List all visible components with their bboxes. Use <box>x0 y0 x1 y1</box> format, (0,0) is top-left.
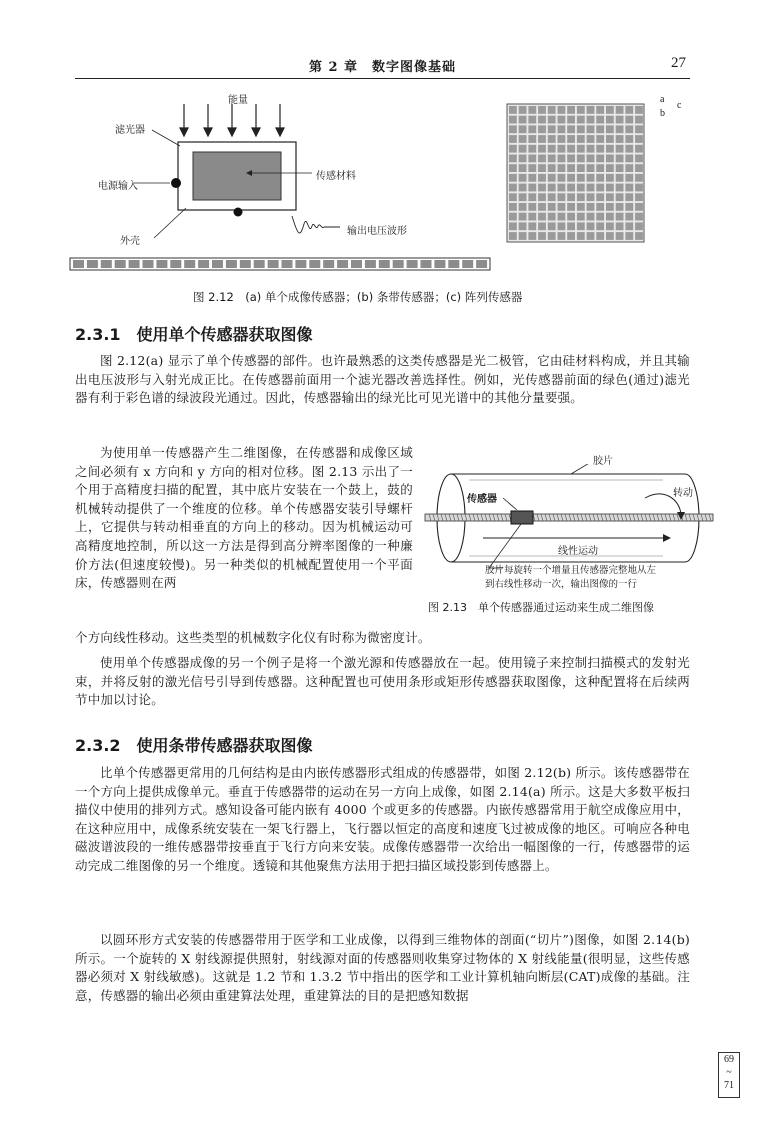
line-sensor-cell <box>184 260 195 268</box>
array-sensor-cell <box>616 135 624 143</box>
array-sensor-cell <box>606 203 614 211</box>
line-sensor-cell <box>198 260 209 268</box>
array-sensor-cell <box>567 116 575 124</box>
array-sensor-cell <box>625 135 633 143</box>
array-sensor-cell <box>596 164 604 172</box>
array-sensor-cell <box>587 125 595 133</box>
array-sensor-cell <box>606 193 614 201</box>
array-sensor-cell <box>519 125 527 133</box>
array-sensor-cell <box>548 174 556 182</box>
margin-ref-mid: ~ <box>726 1067 732 1078</box>
array-sensor-cell <box>538 203 546 211</box>
array-sensor-cell <box>567 213 575 221</box>
array-sensor-cell <box>625 145 633 153</box>
label-film: 胶片 <box>593 456 613 467</box>
array-sensor-cell <box>558 116 566 124</box>
array-sensor-cell <box>577 193 585 201</box>
array-sensor-cell <box>587 213 595 221</box>
line-sensor-cell <box>129 260 140 268</box>
array-sensor-cell <box>558 222 566 230</box>
line-sensor-cell <box>434 260 445 268</box>
array-sensor-cell <box>635 232 643 240</box>
array-sensor-cell <box>548 116 556 124</box>
array-sensor-cell <box>558 164 566 172</box>
label-output-waveform: 输出电压波形 <box>347 226 407 237</box>
array-sensor-cell <box>528 203 536 211</box>
array-sensor-cell <box>616 125 624 133</box>
array-sensor-cell <box>625 184 633 192</box>
array-sensor-cell <box>616 164 624 172</box>
array-sensor-cell <box>577 145 585 153</box>
array-sensor-cell <box>606 125 614 133</box>
array-sensor-cell <box>596 213 604 221</box>
array-sensor-cell <box>635 184 643 192</box>
array-sensor-cell <box>616 106 624 114</box>
array-sensor-cell <box>606 222 614 230</box>
array-sensor-cell <box>558 193 566 201</box>
array-sensor-cell <box>558 125 566 133</box>
array-sensor-cell <box>538 222 546 230</box>
array-sensor-cell <box>606 213 614 221</box>
array-sensor-cell <box>587 222 595 230</box>
line-sensor-cell <box>254 260 265 268</box>
array-sensor-cell <box>519 213 527 221</box>
label-sensor: 传感器 <box>467 494 497 505</box>
sensing-material <box>193 152 281 200</box>
line-sensor-cell <box>351 260 362 268</box>
array-sensor-cell <box>577 125 585 133</box>
array-sensor-cell <box>567 203 575 211</box>
section-2-3-1-para1: 图 2.12(a) 显示了单个传感器的部件。也许最熟悉的这类传感器是光二极管，它由硅材料构成，并且其输出电压波形与入射光成正比。在传感器前面用一个滤光器改善选择性。例如，光传感器前面的绿色(通过)滤光器有利于彩色谱的绿波段光通过。因此，传感器输出的绿光比可见光谱中的其他分量要强。 <box>75 353 690 406</box>
line-sensor-cell <box>295 260 306 268</box>
array-sensor-cell <box>548 213 556 221</box>
array-sensor-cell <box>519 164 527 172</box>
array-sensor-cell <box>558 145 566 153</box>
running-header <box>75 54 690 79</box>
array-sensor-cell <box>587 116 595 124</box>
figure-2-13-caption: 图 2.13 单个传感器通过运动来生成二维图像 <box>428 601 654 614</box>
line-sensor-cell <box>476 260 487 268</box>
array-sensor-cell <box>635 213 643 221</box>
array-sensor-cell <box>558 213 566 221</box>
line-sensor-cell <box>379 260 390 268</box>
array-sensor-cell <box>635 145 643 153</box>
margin-ref-bottom: 71 <box>724 1080 734 1091</box>
page-number: 27 <box>671 55 686 71</box>
array-sensor-cell <box>528 106 536 114</box>
array-sensor-cell <box>528 232 536 240</box>
array-sensor-cell <box>596 184 604 192</box>
margin-ref-top: 69 <box>724 1054 734 1065</box>
array-sensor-cell <box>509 164 517 172</box>
array-sensor-cell <box>538 125 546 133</box>
label-housing: 外壳 <box>120 236 140 247</box>
array-sensor-cell <box>577 203 585 211</box>
array-sensor-cell <box>625 222 633 230</box>
array-sensor-cell <box>538 155 546 163</box>
line-sensor-cell <box>226 260 237 268</box>
label-a: a <box>660 94 665 105</box>
label-sensing-material: 传感材料 <box>316 171 356 182</box>
array-sensor-cell <box>519 135 527 143</box>
array-sensor-cell <box>587 203 595 211</box>
array-sensor-cell <box>538 193 546 201</box>
array-sensor-cell <box>625 174 633 182</box>
array-sensor-cell <box>606 174 614 182</box>
array-sensor-cell <box>616 203 624 211</box>
array-sensor-cell <box>635 164 643 172</box>
figure-2-13 <box>423 456 719 619</box>
array-sensor-cell <box>596 116 604 124</box>
array-sensor-cell <box>538 213 546 221</box>
line-sensor-cell <box>268 260 279 268</box>
array-sensor-cell <box>577 174 585 182</box>
array-sensor-cell <box>528 213 536 221</box>
label-c: c <box>677 100 682 111</box>
array-sensor-cell <box>538 145 546 153</box>
array-sensor-cell <box>519 193 527 201</box>
array-sensor-cell <box>587 184 595 192</box>
array-sensor-cell <box>528 145 536 153</box>
figure-2-12 <box>60 86 700 306</box>
label-rotation: 转动 <box>673 488 693 499</box>
array-sensor-cell <box>635 193 643 201</box>
array-sensor-cell <box>548 222 556 230</box>
line-sensor-cell <box>323 260 334 268</box>
label-b: b <box>660 108 665 119</box>
line-sensor-cell <box>448 260 459 268</box>
line-sensor-cell <box>143 260 154 268</box>
line-sensor-cell <box>240 260 251 268</box>
array-sensor-cell <box>509 106 517 114</box>
array-sensor-cell <box>509 203 517 211</box>
array-sensor-cell <box>519 116 527 124</box>
array-sensor-cell <box>567 135 575 143</box>
label-linear-motion: 线性运动 <box>558 546 598 557</box>
array-sensor-cell <box>509 174 517 182</box>
label-filter: 滤光器 <box>115 125 145 136</box>
array-sensor-cell <box>606 164 614 172</box>
array-sensor-cell <box>567 145 575 153</box>
array-sensor-cell <box>606 155 614 163</box>
array-sensor-cell <box>528 164 536 172</box>
array-sensor-cell <box>606 135 614 143</box>
line-sensor-cell <box>282 260 293 268</box>
array-sensor-cell <box>567 184 575 192</box>
array-sensor-cell <box>509 222 517 230</box>
array-sensor-cell <box>548 106 556 114</box>
section-2-3-1-para2-end: 个方向线性移动。这些类型的机械数字化仪有时称为微密度计。 <box>75 630 431 645</box>
array-sensor-cell <box>528 155 536 163</box>
line-sensor-cell <box>170 260 181 268</box>
section-2-3-2-heading: 2.3.2 使用条带传感器获取图像 <box>75 736 313 755</box>
array-sensor-cell <box>606 145 614 153</box>
array-sensor-cell <box>635 135 643 143</box>
chapter-title: 第 2 章 数字图像基础 <box>308 60 457 75</box>
array-sensor-cell <box>577 155 585 163</box>
array-sensor-cell <box>509 184 517 192</box>
array-sensor-cell <box>538 106 546 114</box>
array-sensor-cell <box>616 155 624 163</box>
array-sensor-cell <box>577 116 585 124</box>
array-sensor-cell <box>635 116 643 124</box>
array-sensor-cell <box>596 174 604 182</box>
array-sensor-cell <box>558 135 566 143</box>
array-sensor-cell <box>616 174 624 182</box>
array-sensor-cell <box>635 203 643 211</box>
array-sensor-cell <box>548 155 556 163</box>
array-sensor-cell <box>528 193 536 201</box>
array-sensor-cell <box>519 145 527 153</box>
array-sensor-cell <box>625 125 633 133</box>
line-sensor-cell <box>101 260 112 268</box>
label-energy: 能量 <box>228 95 248 106</box>
array-sensor <box>507 104 644 242</box>
array-sensor-cell <box>509 232 517 240</box>
array-sensor-cell <box>587 145 595 153</box>
array-sensor-cell <box>567 164 575 172</box>
array-sensor-cell <box>606 116 614 124</box>
line-sensor-cell <box>309 260 320 268</box>
array-sensor-cell <box>548 164 556 172</box>
array-sensor-cell <box>616 145 624 153</box>
array-sensor-cell <box>509 213 517 221</box>
array-sensor-cell <box>538 174 546 182</box>
array-sensor-cell <box>616 232 624 240</box>
array-sensor-cell <box>538 116 546 124</box>
array-sensor-cell <box>567 125 575 133</box>
array-sensor-cell <box>616 193 624 201</box>
array-sensor-cell <box>587 155 595 163</box>
section-2-3-2-para2: 以圆环形方式安装的传感器带用于医学和工业成像，以得到三维物体的剖面(“切片”)图像，如图 2.14(b) 所示。一个旋转的 X 射线源提供照射，射线源对面的传感器则收集穿过物体的 X 射线能量(很明显，这些传感器必须对 X 射线敏感)。这就是 1.2 节和 1.3.2 节中指出的医学和工业计算机轴向断层(CAT)成像的基础。注意，传感器的输出必须由重建算法处理，重建算法的目的是把感知数据 <box>75 932 690 1003</box>
array-sensor-cell <box>548 193 556 201</box>
array-sensor-cell <box>509 116 517 124</box>
array-sensor-cell <box>606 106 614 114</box>
array-sensor-cell <box>548 125 556 133</box>
array-sensor-cell <box>587 164 595 172</box>
figure-2-12-drawing <box>60 86 700 291</box>
array-sensor-cell <box>519 106 527 114</box>
array-sensor-cell <box>567 106 575 114</box>
array-sensor-cell <box>528 184 536 192</box>
array-sensor-cell <box>509 155 517 163</box>
array-sensor-cell <box>616 213 624 221</box>
array-sensor-cell <box>606 184 614 192</box>
array-sensor-cell <box>548 135 556 143</box>
array-sensor-cell <box>616 184 624 192</box>
array-sensor-cell <box>528 135 536 143</box>
array-sensor-cell <box>558 232 566 240</box>
section-2-3-2-para1: 比单个传感器更常用的几何结构是由内嵌传感器形式组成的传感器带，如图 2.12(b) 所示。该传感器带在一个方向上提供成像单元。垂直于传感器带的运动在另一方向上成像，如图 2.14(a) 所示。这是大多数平板扫描仪中使用的排列方式。感知设备可能内嵌有 4000 个或更多的传感器。内嵌传感器常用于航空成像应用中，在这种应用中，成像系统安装在一架飞行器上，飞行器以恒定的高度和速度飞过被成像的地区。可响应各种电磁波谱波段的一维传感器带按垂直于飞行方向来安装。成像传感器带一次给出一幅图像的一行，传感器带的运动完成二维图像的另一个维度。透镜和其他聚焦方法用于把扫描区域投影到传感器上。 <box>75 765 690 873</box>
array-sensor-cell <box>558 203 566 211</box>
array-sensor-cell <box>528 222 536 230</box>
array-sensor-cell <box>625 155 633 163</box>
margin-page-reference <box>718 1052 740 1098</box>
array-sensor-cell <box>528 174 536 182</box>
array-sensor-cell <box>635 174 643 182</box>
array-sensor-cell <box>587 106 595 114</box>
array-sensor-cell <box>625 193 633 201</box>
line-sensor-cell <box>212 260 223 268</box>
array-sensor-cell <box>519 174 527 182</box>
array-sensor-cell <box>577 232 585 240</box>
array-sensor-cell <box>616 116 624 124</box>
array-sensor-cell <box>519 155 527 163</box>
line-sensor-cell <box>365 260 376 268</box>
array-sensor-cell <box>625 213 633 221</box>
array-sensor-cell <box>596 222 604 230</box>
array-sensor-cell <box>528 125 536 133</box>
array-sensor-cell <box>509 193 517 201</box>
array-sensor-cell <box>596 125 604 133</box>
array-sensor-cell <box>577 213 585 221</box>
array-sensor-cell <box>558 174 566 182</box>
array-sensor-cell <box>509 145 517 153</box>
array-sensor-cell <box>587 174 595 182</box>
line-sensor-cell <box>421 260 432 268</box>
array-sensor-cell <box>577 222 585 230</box>
array-sensor-cell <box>616 222 624 230</box>
array-sensor-cell <box>509 125 517 133</box>
line-sensor-cell <box>407 260 418 268</box>
array-sensor-cell <box>587 135 595 143</box>
section-2-3-1-heading: 2.3.1 使用单个传感器获取图像 <box>75 325 313 344</box>
array-sensor-cell <box>577 184 585 192</box>
array-sensor-cell <box>509 135 517 143</box>
array-sensor-cell <box>596 145 604 153</box>
label-note-line2: 到右线性移动一次，输出图像的一行 <box>485 579 638 590</box>
array-sensor-cell <box>548 184 556 192</box>
array-sensor-cell <box>587 193 595 201</box>
array-sensor-cell <box>625 116 633 124</box>
array-sensor-cell <box>635 125 643 133</box>
array-sensor-cell <box>625 164 633 172</box>
array-sensor-cell <box>635 222 643 230</box>
array-sensor-cell <box>548 145 556 153</box>
array-sensor-cell <box>519 184 527 192</box>
array-sensor-cell <box>528 116 536 124</box>
array-sensor-cell <box>567 222 575 230</box>
array-sensor-cell <box>538 135 546 143</box>
array-sensor-cell <box>548 232 556 240</box>
array-sensor-cell <box>577 135 585 143</box>
array-sensor-cell <box>587 232 595 240</box>
array-sensor-cell <box>635 106 643 114</box>
line-sensor-cell <box>73 260 84 268</box>
array-sensor-cell <box>596 232 604 240</box>
array-sensor-cell <box>625 203 633 211</box>
array-sensor-cell <box>519 232 527 240</box>
array-sensor-cell <box>567 155 575 163</box>
array-sensor-cell <box>596 193 604 201</box>
line-sensor-cell <box>115 260 126 268</box>
figure-2-12-caption: 图 2.12 (a) 单个成像传感器；(b) 条带传感器；(c) 阵列传感器 <box>193 290 523 304</box>
array-sensor-cell <box>538 184 546 192</box>
label-note-line1: 胶片每旋转一个增量且传感器完整地从左 <box>485 565 657 576</box>
label-power-input: 电源输入 <box>98 181 138 192</box>
array-sensor-cell <box>558 106 566 114</box>
array-sensor-cell <box>596 106 604 114</box>
array-sensor-cell <box>596 155 604 163</box>
array-sensor-cell <box>519 222 527 230</box>
array-sensor-cell <box>567 193 575 201</box>
line-sensor-cell <box>337 260 348 268</box>
array-sensor-cell <box>625 106 633 114</box>
section-2-3-1-para2: 为使用单一传感器产生二维图像，在传感器和成像区域之间必须有 x 方向和 y 方向的相对位移。图 2.13 示出了一个用于高精度扫描的配置，其中底片安装在一个鼓上，鼓的机械转动提供了一个维度的位移。单个传感器安装引导螺杆上，它提供与转动相垂直的方向上的移动。因为机械运动可高精度地控制，所以这一方法是得到高分辨率图像的一种廉价方法(但速度较慢)。另一种类似的机械配置使用一个平面床，传感器则在两 <box>75 445 413 591</box>
array-sensor-cell <box>567 232 575 240</box>
array-sensor-cell <box>567 174 575 182</box>
array-sensor-cell <box>577 164 585 172</box>
line-sensor-cell <box>156 260 167 268</box>
line-sensor-cell <box>87 260 98 268</box>
array-sensor-cell <box>577 106 585 114</box>
energy-arrows <box>180 104 284 136</box>
array-sensor-cell <box>538 164 546 172</box>
array-sensor-cell <box>558 155 566 163</box>
section-2-3-1-para3: 使用单个传感器成像的另一个例子是将一个激光源和传感器放在一起。使用镜子来控制扫描模式的发射光束，并将反射的激光信号引导到传感器。这种配置也可使用条形或矩形传感器获取图像，这种配置将在后续两节中加以讨论。 <box>75 655 690 708</box>
line-sensor-cell <box>393 260 404 268</box>
array-sensor-cell <box>596 203 604 211</box>
array-sensor-cell <box>548 203 556 211</box>
array-sensor-cell <box>538 232 546 240</box>
array-sensor-cell <box>519 203 527 211</box>
array-sensor-cell <box>606 232 614 240</box>
line-sensor-cell <box>462 260 473 268</box>
array-sensor-cell <box>625 232 633 240</box>
array-sensor-cell <box>635 155 643 163</box>
array-sensor-cell <box>558 184 566 192</box>
array-sensor-cell <box>596 135 604 143</box>
